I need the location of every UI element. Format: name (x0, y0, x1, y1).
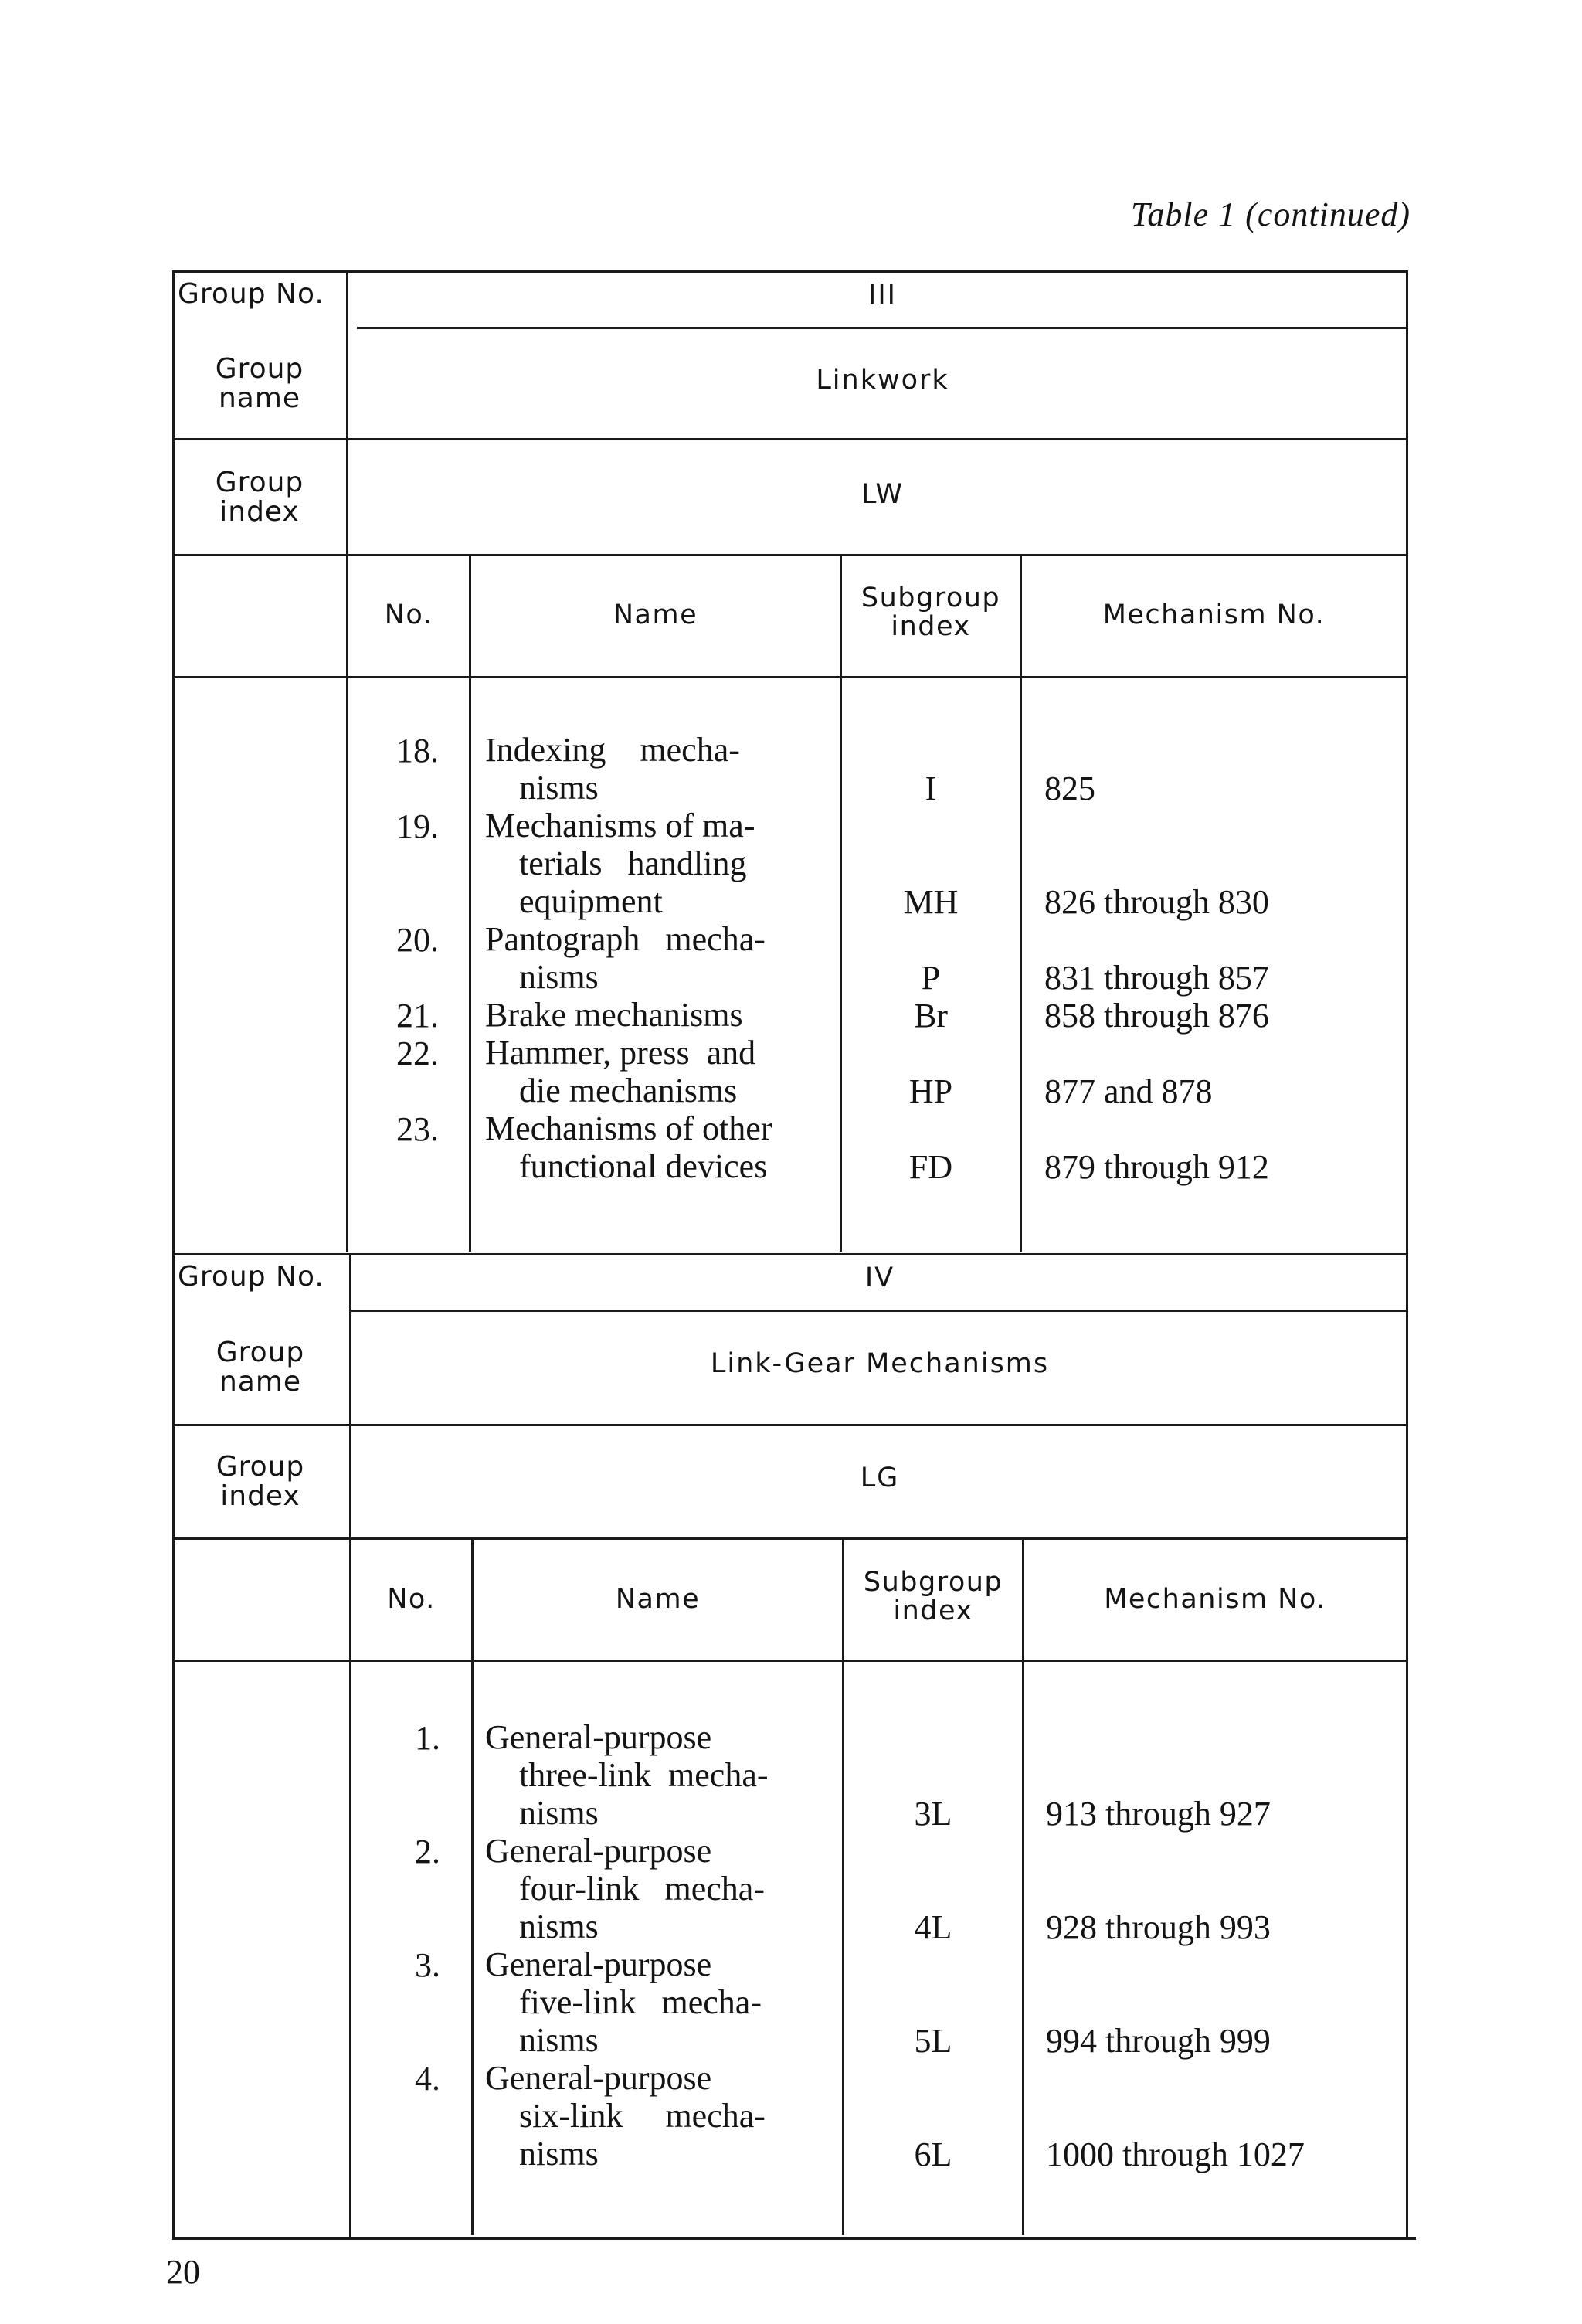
row-name: General-purpose six-link mecha- nisms (485, 2059, 766, 2173)
row-subgroup-index: 5L (914, 2022, 952, 2060)
rule (172, 554, 1408, 556)
row-subgroup-index: 3L (914, 1795, 952, 1833)
rule (172, 270, 175, 2239)
row-mechanism-no: 913 through 927 (1046, 1795, 1271, 1833)
column-header-no: No. (384, 600, 433, 630)
row-number: 20. (396, 921, 439, 959)
row-mechanism-no: 928 through 993 (1046, 1908, 1271, 1946)
column-header-subgroup-index (842, 584, 1020, 641)
row-number: 22. (396, 1035, 439, 1072)
column-header-subgroup-index-text: Subgroup index (863, 1567, 1003, 1626)
row-name: General-purpose three-link mecha- nisms (485, 1718, 769, 1832)
group-index-label (175, 1452, 346, 1511)
row-number: 18. (396, 732, 439, 770)
rule (172, 1253, 1408, 1255)
table-caption: Table 1 (continued) (1131, 195, 1411, 233)
row-subgroup-index: I (925, 770, 937, 807)
rule (172, 2237, 1416, 2240)
group-name-label (175, 355, 345, 413)
row-name: Mechanisms of other functional devices (485, 1109, 772, 1185)
rule (172, 1424, 1408, 1426)
page-number: 20 (166, 2253, 200, 2291)
group-name-label (175, 1338, 346, 1397)
rule (842, 1540, 844, 2235)
row-number: 23. (396, 1110, 439, 1148)
rule (172, 438, 1408, 440)
row-number: 4. (415, 2060, 440, 2098)
group-number: IV (864, 1262, 895, 1293)
group-no-label: Group No. (178, 278, 324, 310)
row-mechanism-no: 877 and 878 (1044, 1072, 1213, 1110)
row-subgroup-index: 6L (914, 2135, 952, 2173)
group-name-label-text: Group name (215, 353, 304, 414)
group-index-label-text: Group index (215, 467, 304, 528)
rule (469, 556, 471, 1252)
row-number: 19. (396, 807, 439, 845)
rule (172, 270, 1408, 273)
row-number: 2. (415, 1833, 440, 1870)
group-index: LW (861, 479, 904, 510)
column-header-name: Name (613, 600, 698, 630)
row-name: Indexing mecha- nisms (485, 731, 740, 807)
row-subgroup-index: HP (908, 1072, 953, 1110)
row-name: Mechanisms of ma- terials handling equipment (485, 807, 755, 920)
row-mechanism-no: 831 through 857 (1044, 959, 1269, 997)
rule (172, 1537, 1408, 1540)
row-name: Pantograph mecha- nisms (485, 920, 766, 996)
row-subgroup-index: MH (903, 883, 959, 921)
rule (357, 327, 1408, 329)
rule (172, 676, 1408, 678)
column-header-subgroup-index-text: Subgroup index (861, 583, 1001, 642)
rule (1022, 1540, 1024, 2235)
rule (349, 1253, 351, 2237)
group-index-label-text: Group index (216, 1451, 305, 1512)
row-subgroup-index: Br (914, 997, 948, 1035)
group-name: Linkwork (816, 365, 949, 396)
rule (351, 1310, 1408, 1312)
column-header-subgroup-index (844, 1568, 1022, 1626)
group-index: LG (860, 1463, 900, 1493)
group-name-label-text: Group name (216, 1337, 305, 1398)
rule (1020, 556, 1022, 1252)
row-mechanism-no: 825 (1044, 770, 1095, 807)
row-name: Brake mechanisms (485, 996, 743, 1034)
group-no-label: Group No. (178, 1261, 324, 1293)
column-header-name: Name (615, 1584, 701, 1615)
column-header-mechanism-no: Mechanism No. (1104, 1584, 1326, 1615)
row-mechanism-no: 1000 through 1027 (1046, 2135, 1305, 2173)
rule (1406, 270, 1408, 2239)
row-name: General-purpose five-link mecha- nisms (485, 1945, 762, 2059)
row-number: 21. (396, 997, 439, 1035)
row-mechanism-no: 879 through 912 (1044, 1148, 1269, 1186)
row-mechanism-no: 858 through 876 (1044, 997, 1269, 1035)
row-subgroup-index: 4L (914, 1908, 952, 1946)
column-header-no: No. (387, 1584, 436, 1615)
row-number: 3. (415, 1946, 440, 1984)
row-subgroup-index: FD (908, 1148, 953, 1186)
row-mechanism-no: 994 through 999 (1046, 2022, 1271, 2060)
row-mechanism-no: 826 through 830 (1044, 883, 1269, 921)
row-name: Hammer, press and die mechanisms (485, 1034, 756, 1109)
group-name: Link-Gear Mechanisms (710, 1348, 1050, 1379)
rule (172, 1660, 1408, 1662)
group-number: III (868, 280, 897, 311)
row-name: General-purpose four-link mecha- nisms (485, 1832, 765, 1945)
rule (471, 1540, 474, 2235)
column-header-mechanism-no: Mechanism No. (1102, 600, 1326, 630)
group-index-label (175, 468, 345, 527)
row-subgroup-index: P (921, 959, 941, 997)
row-number: 1. (415, 1719, 440, 1757)
rule (346, 270, 348, 1252)
